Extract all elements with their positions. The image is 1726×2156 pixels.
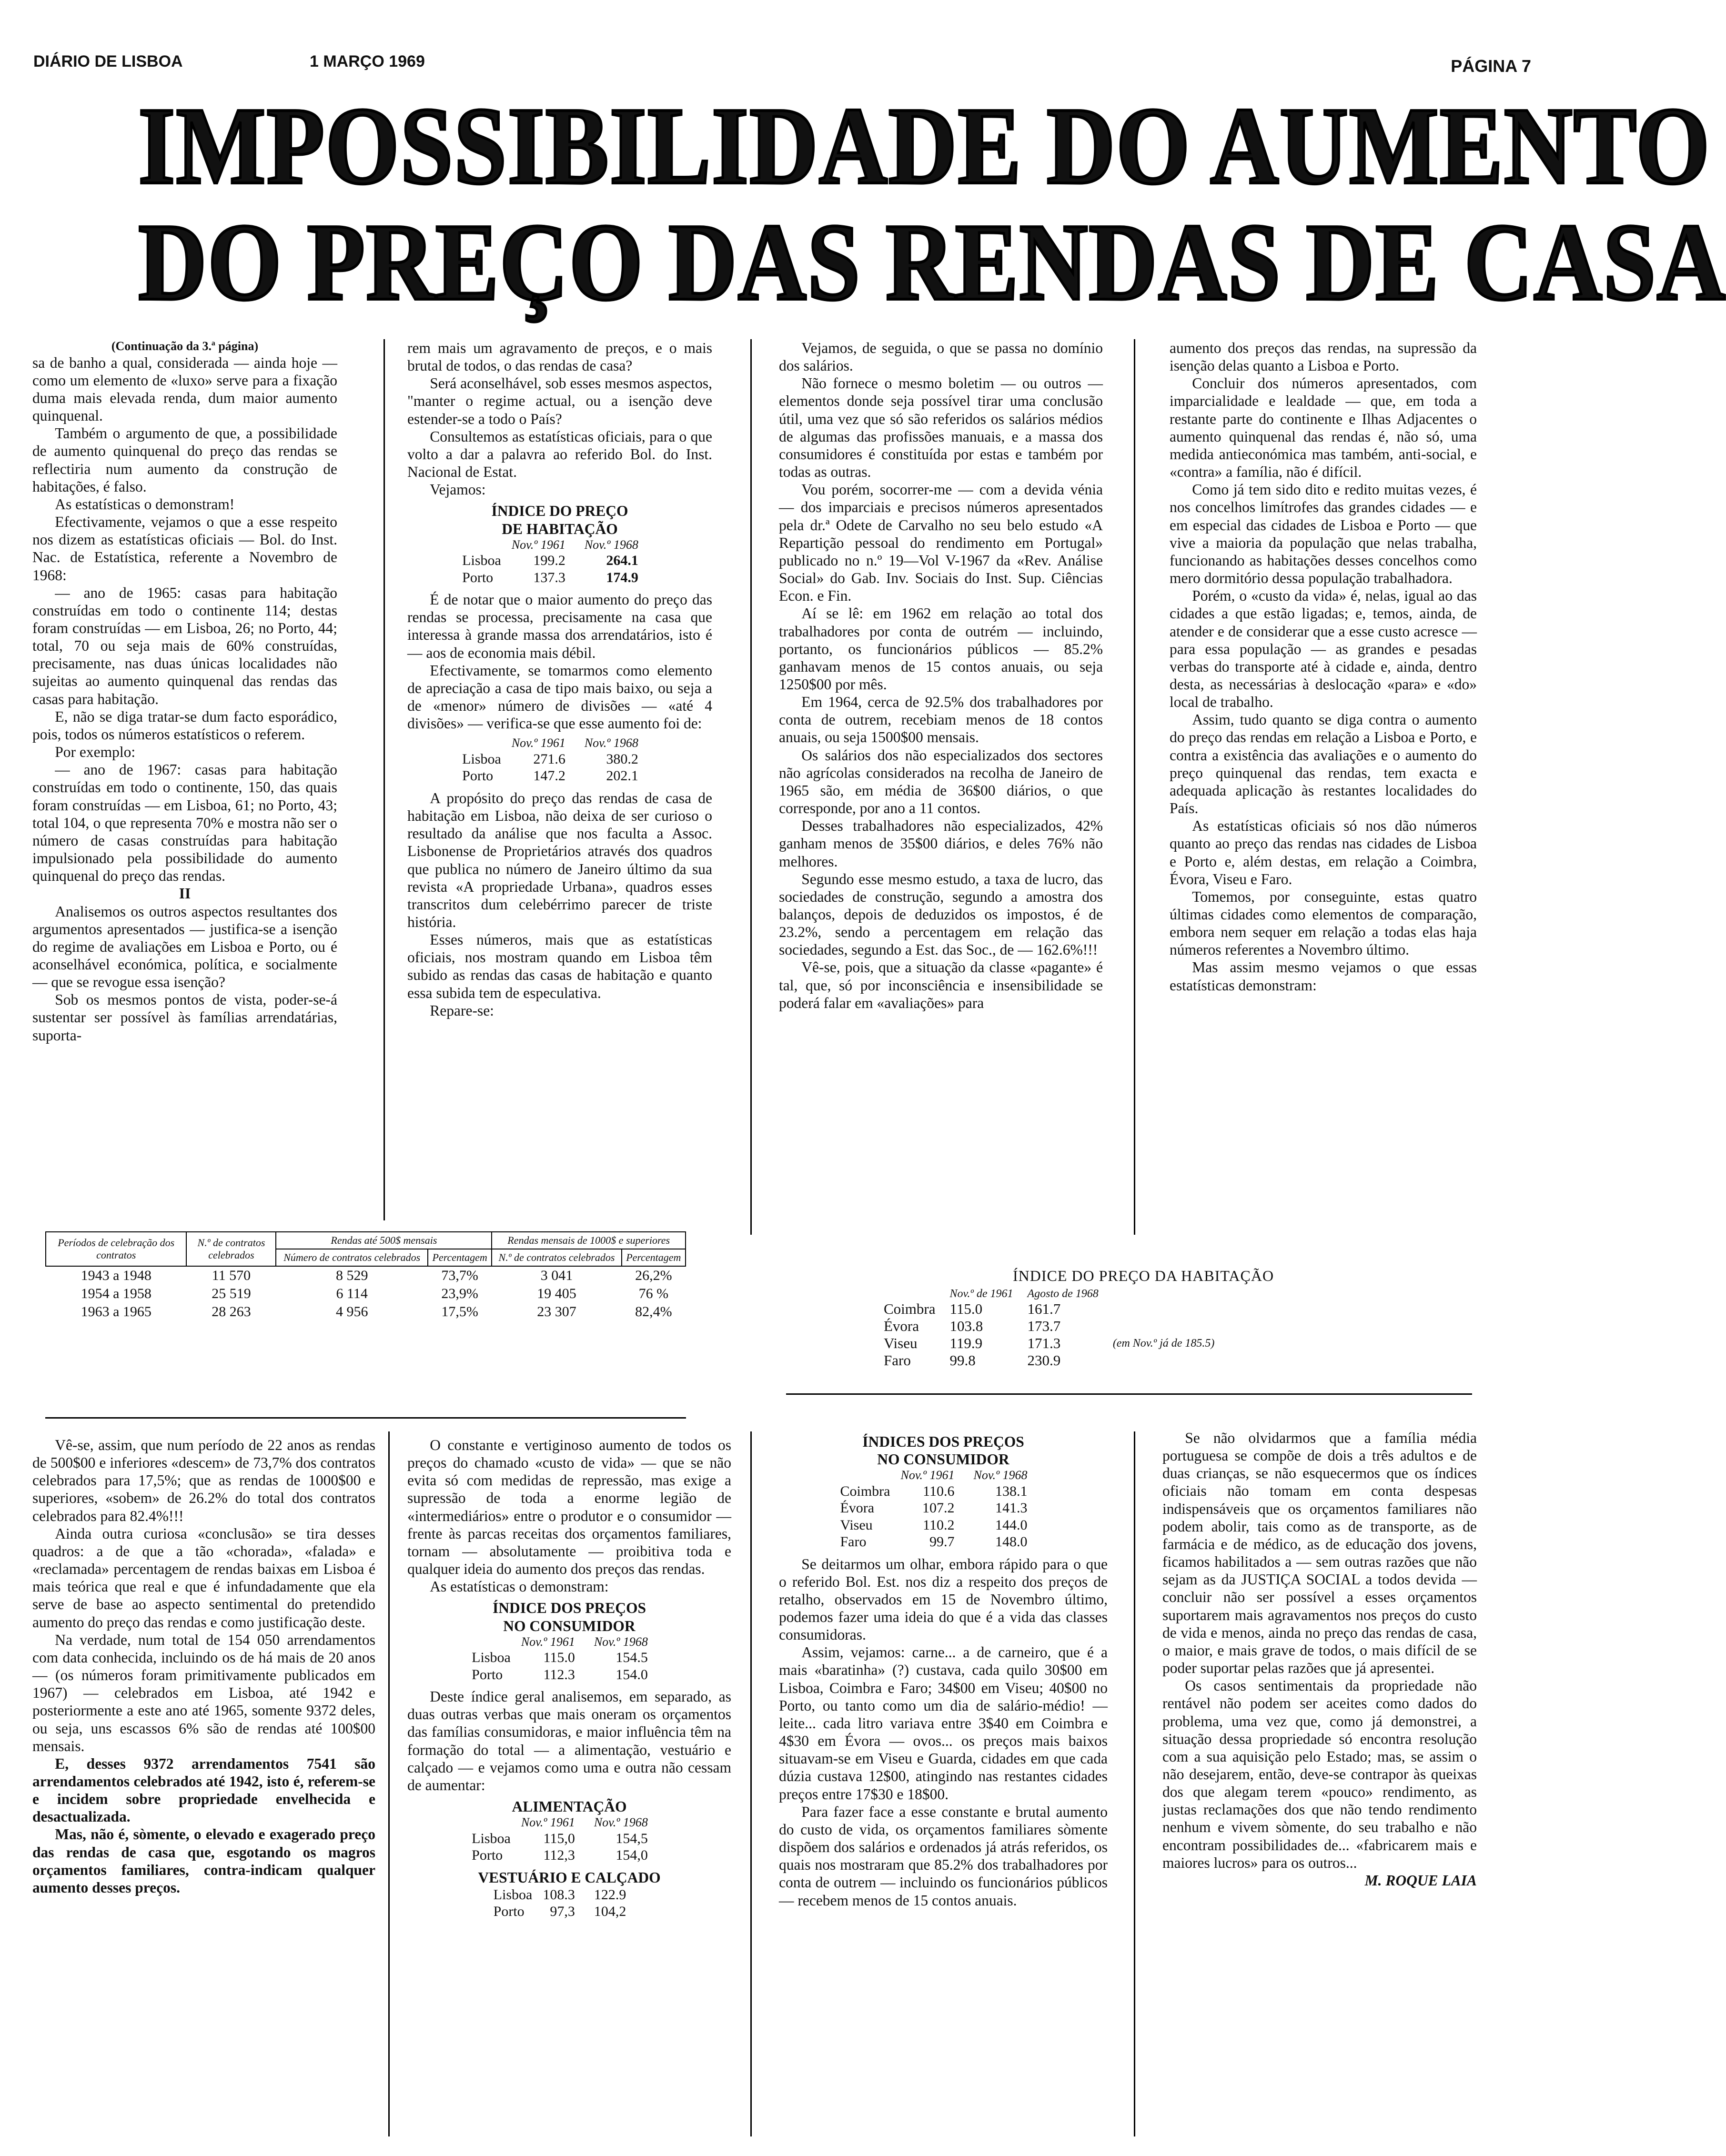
rent-contracts-table xyxy=(45,1231,686,1400)
cell: 82,4% xyxy=(635,1304,672,1320)
data-table xyxy=(462,538,657,586)
paragraph: Sob os mesmos pontos de vista, poder-se-á sustentar ser possível às famílias arrendatárias, suporta- xyxy=(32,991,337,1044)
column-header: Número de contratos celebrados xyxy=(276,1249,428,1266)
paragraph: Concluir dos números apresentados, com imparcialidade e lealdade — que, em toda a restante parte do continente e Ilhas Adjacentes o aumento quinquenal das rendas é, não só, uma medida antieconómica mas também, anti-social, e «contra» a família, não é difícil. xyxy=(1170,375,1477,481)
cell: 115.0 xyxy=(543,1650,575,1666)
paragraph: Vejamos: xyxy=(430,481,486,498)
column-header: Nov.º 1968 xyxy=(584,537,638,552)
table-title: ÍNDICES DOS PREÇOS xyxy=(862,1433,1024,1450)
row-label: Évora xyxy=(840,1500,875,1516)
cell: 23 307 xyxy=(537,1304,576,1320)
table-row xyxy=(472,1649,667,1666)
cell: 137.3 xyxy=(533,569,565,585)
table-title: ÍNDICE DO PREÇO DA HABITAÇÃO xyxy=(1012,1267,1274,1284)
lower-column-2 xyxy=(407,1436,731,2136)
paragraph: Aí se lê: em 1962 em relação ao total dos trabalhadores por conta de outrém — incluindo, portanto, os funcionários públicos — 85.2% ganhavam menos de 15 contos anuais, ou seja 1250$00 por mês. xyxy=(779,605,1103,693)
paragraph: Repare-se: xyxy=(430,1002,494,1019)
cell: 6 114 xyxy=(336,1286,368,1301)
table-note: (em Nov.º já de 185.5) xyxy=(1112,1337,1215,1350)
row-label: Faro xyxy=(884,1352,911,1369)
paragraph: aumento dos preços das rendas, na supressão da isenção delas quanto a Lisboa e Porto. xyxy=(1170,340,1477,374)
row-label: Lisboa xyxy=(493,1886,533,1903)
lower-column-3 xyxy=(779,1429,1108,2136)
paragraph: Efectivamente, se tomarmos como elemento de apreciação a casa de tipo mais baixo, ou seja a de «menor» número de divisões — «até 4 divisões» — verifica-se que esse aumento foi de: xyxy=(407,662,712,732)
column-divider xyxy=(1134,339,1135,1235)
cell: 25 519 xyxy=(212,1286,251,1301)
continuation-note: (Continuação da 3.ª página) xyxy=(111,339,259,353)
cell: 23,9% xyxy=(441,1286,478,1301)
table-title: VESTUÁRIO E CALÇADO xyxy=(478,1869,661,1886)
table-title: NO CONSUMIDOR xyxy=(503,1617,636,1634)
column-divider xyxy=(388,1431,390,2136)
cell: 3 041 xyxy=(540,1268,573,1283)
paragraph: Segundo esse mesmo estudo, a taxa de lucro, das sociedades de construção, segundo a amostra dos balanços, depois de deduzidos os impostos, é de 23.2%, sendo a percentagem em relação das sociedades, segundo a Est. das Soc., de — 162.6%!!! xyxy=(779,870,1103,958)
article-column-3 xyxy=(779,339,1103,1235)
table-row xyxy=(884,1300,1229,1318)
paragraph: A propósito do preço das rendas de casa de habitação em Lisboa, não deixa de ser curioso o resultado da análise que nos faculta a Assoc. Lisbonense de Proprietários através dos quadros que publica no número de Janeiro último da sua revista «A propriedade Urbana», quadros esses transcritos dum celebérrimo parecer de triste história. xyxy=(407,789,712,930)
row-label: Coimbra xyxy=(840,1483,890,1499)
table-title: NO CONSUMIDOR xyxy=(877,1451,1009,1468)
table-row xyxy=(494,1886,646,1903)
row-label: Porto xyxy=(493,1904,525,1920)
column-header: Nov.º 1961 xyxy=(511,736,565,750)
paragraph: As estatísticas o demonstram! xyxy=(55,495,235,513)
paragraph: Como já tem sido dito e redito muitas vezes, é nos concelhos limítrofes das grandes cidades — e em especial das cidades de Lisboa e Porto — que vive a maioria da população que nelas trabalha, funcionando as habitações desses concelhos como mero dormitório dessa população trabalhadora. xyxy=(1170,481,1477,587)
table-row xyxy=(884,1318,1229,1335)
lower-column-1 xyxy=(32,1436,375,2136)
table-row xyxy=(462,569,657,586)
cell: 4 956 xyxy=(335,1304,368,1320)
cell: 99.7 xyxy=(929,1534,955,1550)
cell: 110.2 xyxy=(923,1517,955,1533)
paragraph: Vê-se, assim, que num período de 22 anos as rendas de 500$00 e inferiores «descem» de 73,7% dos contratos celebrados para 17,5%; que as rendas de 1000$00 e superiores, «sobem» de 26.2% do total dos contratos celebrados para 82.4%!!! xyxy=(32,1437,375,1524)
page-header xyxy=(33,52,1531,81)
column-header: N.º de contratos celebrados xyxy=(186,1232,276,1266)
paragraph: Desses trabalhadores não especializados, 42% ganham menos de 35$00 diários, e deles 76% não melhores. xyxy=(779,817,1103,870)
table-row xyxy=(46,1266,686,1285)
table-row xyxy=(472,1666,667,1683)
section-divider xyxy=(45,1417,686,1419)
table-row xyxy=(840,1517,1046,1533)
cell: 264.1 xyxy=(606,553,638,569)
paragraph: Os casos sentimentais da propriedade não rentável não podem ser aceites como dados do problema, uma vez que, como já demonstrei, a situação dessa propriedade só encontra resolução com a sua aquisição pelo Estado; mas, se assim o não desejarem, então, deve-se contrapor às queixas dos que alegam terem «pouco» rendimento, as justas reclamações dos que não tendo rendimento nenhum e vivem sòmente, do seu trabalho e não encontram possibilidades de... «fabricarem mais e maiores lucros» para os outros... xyxy=(1162,1677,1477,1871)
column-header: Agosto de 1968 xyxy=(1027,1288,1099,1300)
cell: 73,7% xyxy=(441,1268,478,1283)
column-header: Percentagem xyxy=(622,1249,686,1266)
column-divider xyxy=(1134,1431,1135,2136)
cell: 202.1 xyxy=(606,768,638,784)
row-label: Viseu xyxy=(840,1517,873,1533)
column-divider xyxy=(750,339,752,1235)
headline-line-1: IMPOSSIBILIDADE DO AUMENTO xyxy=(138,85,1711,207)
data-table xyxy=(45,1231,686,1321)
column-header: N.º de contratos celebrados xyxy=(492,1249,621,1266)
regional-consumer-index-table xyxy=(779,1433,1108,1551)
cell: 154,0 xyxy=(616,1847,648,1864)
cell: 1943 a 1948 xyxy=(81,1268,151,1283)
table-row xyxy=(462,552,657,569)
table-row xyxy=(840,1500,1046,1516)
paragraph: Em 1964, cerca de 92.5% dos trabalhadores por conta de outrem, recebiam menos de 18 contos anuais, ou seja 1500$00 mensais. xyxy=(779,694,1103,746)
cell: 173.7 xyxy=(1027,1318,1061,1334)
author-signature: M. ROQUE LAIA xyxy=(1364,1872,1477,1889)
paragraph: Se não olvidarmos que a família média portuguesa se compõe de dois a três adultos e de duas crianças, se não esquecermos que os índices oficiais não tomam em conta despesas indispensáveis que os orçamentos familiares não podem abolir, tais como as de transporte, as de farmácia e de médico, as de educação dos jovens, ficamos habilitados a — sem outras razões que não sejam as da JUSTIÇA SOCIAL a todos devida — concluir não ser possível a esses orçamentos suportarem mais agravamentos nos preços do custo de vida e menos, ainda no preço das rendas de casa, o maior, e mais grave de todos, o mais difícil de se poder suportar pelas razões que já apresentei. xyxy=(1162,1430,1477,1677)
paragraph: Analisemos os outros aspectos resultantes dos argumentos apresentados — justifica-se a isenção do regime de avaliações em Lisboa e Porto, ou é aconselhável económica, política, e socialmente — que se revogue essa isenção? xyxy=(32,903,337,991)
cell: 141.3 xyxy=(995,1500,1028,1516)
paragraph: Vê-se, pois, que a situação da classe «pagante» é tal, que, só por inconsciência e insensibilidade se poderá falar em «avaliações» para xyxy=(779,959,1103,1011)
paragraph: Ainda outra curiosa «conclusão» se tira desses quadros: a de que a tão «chorada», «falada» e «reclamada» percentagem de rendas baixas em Lisboa é mais teórica que real e que é infundadamente que ela serve de base ao aspecto sentimental do pretendido aumento do preço das rendas e como justificação deste. xyxy=(32,1525,375,1631)
cell: 122.9 xyxy=(594,1886,626,1903)
paragraph: Vou porém, socorrer-me — com a devida vénia — dos imparciais e precisos números apresentados pela dr.ª Odete de Carvalho no seu belo estudo «A Repartição pessoal do rendimento em Portugal» publicado no n.º 19—Vol V-1967 da «Rev. Análise Social» do Gab. Inv. Sociais do Inst. Sup. Ciências Econ. e Fin. xyxy=(779,481,1103,604)
paragraph: E, desses 9372 arrendamentos 7541 são arrendamentos celebrados até 1942, isto é, referem-se e incidem sobre propriedade envelhecida e desactualizada. xyxy=(32,1755,375,1825)
column-divider xyxy=(384,339,385,1220)
paragraph: Esses números, mais que as estatísticas oficiais, nos mostram quando em Lisboa têm subido as rendas das casas de habitação e quanto essa subida tem de especulativa. xyxy=(407,931,712,1001)
row-label: Lisboa xyxy=(472,1830,511,1846)
row-label: Lisboa xyxy=(462,553,501,569)
table-title: ÍNDICE DOS PREÇOS xyxy=(492,1600,646,1617)
paragraph: Por exemplo: xyxy=(55,744,136,761)
table-row xyxy=(472,1847,667,1864)
table-title: ALIMENTAÇÃO xyxy=(512,1798,627,1815)
row-label: Lisboa xyxy=(462,751,501,767)
cell: 144.0 xyxy=(995,1517,1028,1533)
table-row xyxy=(840,1483,1046,1500)
column-header: Nov.º 1961 xyxy=(900,1468,955,1482)
row-label: Porto xyxy=(472,1847,503,1864)
row-label: Lisboa xyxy=(472,1650,511,1666)
cell: 108.3 xyxy=(543,1886,575,1903)
paragraph: Assim, vejamos: carne... a de carneiro, que é a mais «baratinha» (?) custava, cada quilo 30$00 em Lisboa, Coimbra e Faro; 34$00 em Viseu; 40$00 no Porto, ou tanto como um dia de salário-médio! — leite... cada litro variava entre 3$40 em Coimbra e 4$30 em Évora — ovos... os preços mais baixos situavam-se em Viseu e Guarda, cidades em que cada dúzia custava 12$00, atingindo nas restantes cidades preços entre 17$30 e 18$00. xyxy=(779,1644,1108,1803)
cell: 26,2% xyxy=(635,1268,672,1283)
paragraph: Consultemos as estatísticas oficiais, para o que volto a dar a palavra ao referido Bol. do Inst. Nacional de Estat. xyxy=(407,428,712,481)
cell: 19 405 xyxy=(537,1286,576,1301)
column-header: Nov.º 1968 xyxy=(973,1468,1028,1482)
row-label: Faro xyxy=(840,1534,867,1550)
cell: 103.8 xyxy=(949,1318,983,1334)
article-column-2 xyxy=(407,339,712,1225)
paragraph: Mas, não é, sòmente, o elevado e exagerado preço das rendas de casa que, esgotando os magros orçamentos familiares, contra-indicam qualquer aumento desses preços. xyxy=(32,1826,375,1896)
cell: 138.1 xyxy=(995,1483,1028,1499)
paragraph: Se deitarmos um olhar, embora rápido para o que o referido Bol. Est. nos diz a respeito dos preços de retalho, observados em 15 de Novembro último, podemos fazer uma ideia do que é a vida das classes consumidoras. xyxy=(779,1555,1108,1643)
table-row xyxy=(472,1830,667,1847)
paragraph: As estatísticas oficiais só nos dão números quanto ao preço das rendas nas cidades de Lisboa e Porto e, além destas, em relação a Coimbra, Évora, Viseu e Faro. xyxy=(1170,817,1477,887)
paragraph: Na verdade, num total de 154 050 arrendamentos com data conhecida, incluindo os de há mais de 20 anos — (os números foram primitivamente publicados em 1967) — celebrados em Lisboa, até 1942 e posteriormente a este ano até 1965, somente 9372 deles, ou seja, uns escassos 6% são de rendas até 100$00 mensais. xyxy=(32,1631,375,1754)
cell: 17,5% xyxy=(441,1304,478,1320)
data-table xyxy=(494,1886,646,1920)
cell: 199.2 xyxy=(533,553,565,569)
column-header: Nov.º 1968 xyxy=(584,736,638,750)
table-row xyxy=(840,1533,1046,1550)
column-header: Nov.º 1968 xyxy=(594,1815,648,1830)
cell: 76 % xyxy=(638,1286,669,1301)
section-divider xyxy=(786,1393,1472,1395)
column-header: Nov.º de 1961 xyxy=(949,1288,1013,1300)
row-label: Porto xyxy=(462,768,494,784)
cell: 1954 a 1958 xyxy=(81,1286,151,1301)
paragraph: Também o argumento de que, a possibilidade de aumento quinquenal do preço das rendas se reflectiria num aumento da construção de habitações, é falso. xyxy=(32,425,337,495)
row-label: Viseu xyxy=(884,1335,918,1351)
article-column-1 xyxy=(32,339,337,1225)
paragraph: Para fazer face a esse constante e brutal aumento do custo de vida, os orçamentos familiares sòmente dispõem dos salários e ordenados já atrás referidos, os quais nos mostraram que 85.2% dos trabalhadores por conta de outrem — incluindo os funcionários públicos — recebem menos de 15 contos anuais. xyxy=(779,1803,1108,1909)
column-divider xyxy=(750,1431,752,2136)
food-index-table xyxy=(407,1798,731,1864)
cell: 107.2 xyxy=(922,1500,955,1516)
cell: 174.9 xyxy=(606,569,638,585)
paragraph: O constante e vertiginoso aumento de todos os preços do chamado «custo de vida» — que se não evita só com medidas de repressão, mas exige a supressão de toda a enorme legião de «intermediários» entre o produtor e o consumidor — frente às parcas receitas dos orçamentos familiares, tornam — absolutamente — proibitiva toda e qualquer ideia do aumento dos preços das rendas. xyxy=(407,1437,731,1578)
table-row xyxy=(494,1903,646,1920)
paragraph: — ano de 1965: casas para habitação construídas em todo o continente 114; destas foram construídas — em Lisboa, 26; no Porto, 44; total, 70 ou seja mais de 60% construídas, precisamente, nas duas únicas localidades não sujeitas ao aumento quinquenal das rendas das casas para habitação. xyxy=(32,584,337,707)
table-title: DE HABITAÇÃO xyxy=(502,520,618,537)
column-header: Nov.º 1968 xyxy=(594,1634,648,1649)
housing-price-index-table xyxy=(407,502,712,586)
paragraph: Efectivamente, vejamos o que a esse respeito nos dizem as estatísticas oficiais — Bol. do Inst. Nac. de Estatística, referente a Novembro de 1968: xyxy=(32,514,337,584)
paragraph: Assim, tudo quanto se diga contra o aumento do preço das rendas em relação a Lisboa e Porto, e contra a existência das avaliações e o aumento do preço quinquenal das rendas, tem exacta e adequada aplicação às restantes localidades do País. xyxy=(1170,711,1477,817)
table-row xyxy=(884,1335,1229,1352)
paragraph: Será aconselhável, sob esses mesmos aspectos, "manter o regime actual, ou a isenção deve estender-se a todo o País? xyxy=(407,375,712,427)
data-table xyxy=(840,1468,1046,1550)
cell: 112,3 xyxy=(543,1847,575,1864)
paragraph: É de notar que o maior aumento do preço das rendas se processa, precisamente na casa que interessa à grande massa dos arrendatários, isto é — aos de economia mais débil. xyxy=(407,591,712,661)
newspaper-name: DIÁRIO DE LISBOA xyxy=(33,52,183,71)
paragraph: E, não se diga tratar-se dum facto esporádico, pois, todos os números estatísticos o referem. xyxy=(32,708,337,743)
column-header: Rendas até 500$ mensais xyxy=(276,1232,492,1249)
cell: 115.0 xyxy=(949,1300,983,1317)
data-table xyxy=(472,1815,667,1864)
cell: 104,2 xyxy=(594,1904,626,1920)
cell: 1963 a 1965 xyxy=(81,1304,151,1320)
cell: 154.0 xyxy=(616,1666,648,1682)
paragraph: — ano de 1967: casas para habitação construídas em todo o continente, 150, das quais foram construídas — em Lisboa, 61; no Porto, 43; total 104, o que representa 70% e mostra não ser o número de casas construídas para habitação impulsionado pela possibilidade do aumento quinquenal do preço das rendas. xyxy=(32,761,337,885)
column-header: Nov.º 1961 xyxy=(521,1634,575,1649)
table-row xyxy=(884,1352,1229,1369)
cell: 11 570 xyxy=(212,1268,251,1283)
cell: 110.6 xyxy=(923,1483,955,1499)
cell: 115,0 xyxy=(543,1830,575,1846)
issue-date: 1 MARÇO 1969 xyxy=(310,52,425,71)
table-row xyxy=(462,751,657,767)
cell: 147.2 xyxy=(533,768,565,784)
cell: 271.6 xyxy=(533,751,565,767)
row-label: Porto xyxy=(462,569,494,585)
column-header: Períodos de celebração dos contratos xyxy=(46,1232,186,1266)
regional-housing-index-table xyxy=(819,1267,1467,1369)
article-column-4 xyxy=(1170,339,1477,1235)
paragraph: Tomemos, por conseguinte, estas quatro últimas cidades como elementos de comparação, embora nem sequer em relação a todas elas haja números referentes a Novembro último. xyxy=(1170,888,1477,958)
paragraph: Mas assim mesmo vejamos o que essas estatísticas demonstram: xyxy=(1170,959,1477,994)
paragraph: As estatísticas o demonstram: xyxy=(430,1578,609,1595)
table-row xyxy=(46,1303,686,1321)
page-number: PÁGINA 7 xyxy=(1451,56,1531,76)
paragraph: Deste índice geral analisemos, em separado, as duas outras verbas que mais oneram os orçamentos das famílias consumidoras, e maior influência têm na formação do total — a alimentação, vestuário e calçado — e vejamos como uma e outra não cessam de aumentar: xyxy=(407,1688,731,1793)
cell: 161.7 xyxy=(1027,1300,1061,1317)
cell: 154.5 xyxy=(616,1650,648,1666)
column-header: Nov.º 1961 xyxy=(511,537,565,552)
headline xyxy=(33,85,1726,323)
cell: 171.3 xyxy=(1027,1335,1061,1351)
column-header: Percentagem xyxy=(428,1249,492,1266)
headline-line-2: DO PREÇO DAS RENDAS DE CASA xyxy=(138,201,1726,323)
section-number: II xyxy=(179,885,191,902)
column-header: Rendas mensais de 1000$ e superiores xyxy=(492,1232,686,1249)
paragraph: Porém, o «custo da vida» é, nelas, igual ao das cidades a que estão ligadas; e, temos, ainda, de atender e de considerar que a esse custo acresce — para essa população — as grandes e pesadas verbas do transporte até à cidade e, ainda, dentro desta, as necessárias à deslocação «para» e «do» local de trabalho. xyxy=(1170,587,1477,711)
data-table xyxy=(472,1635,667,1683)
cell: 380.2 xyxy=(606,751,638,767)
lower-column-4 xyxy=(1162,1429,1477,2136)
row-label: Évora xyxy=(884,1318,919,1334)
table-title: ÍNDICE DO PREÇO xyxy=(491,503,628,520)
clothing-index-table xyxy=(407,1869,731,1920)
cell: 99.8 xyxy=(949,1352,976,1369)
row-label: Porto xyxy=(472,1666,503,1682)
table-row xyxy=(462,767,657,784)
cell: 119.9 xyxy=(949,1335,983,1351)
cell: 230.9 xyxy=(1027,1352,1061,1369)
data-table xyxy=(462,736,657,784)
consumer-price-index-table xyxy=(407,1599,731,1683)
cell: 28 263 xyxy=(212,1304,251,1320)
cell: 148.0 xyxy=(995,1534,1028,1550)
table-row xyxy=(46,1285,686,1303)
cell: 8 529 xyxy=(335,1268,368,1283)
cell: 154,5 xyxy=(616,1830,648,1846)
paragraph: Vejamos, de seguida, o que se passa no domínio dos salários. xyxy=(779,340,1103,374)
data-table xyxy=(884,1288,1229,1369)
cell: 97,3 xyxy=(550,1904,575,1920)
paragraph: Os salários dos não especializados dos sectores não agrícolas considerados na recolha de Janeiro de 1965 são, em média de 36$00 diários, o que corresponde, por ano a 11 contos. xyxy=(779,746,1103,817)
column-header: Nov.º 1961 xyxy=(521,1815,575,1830)
paragraph: Não fornece o mesmo boletim — ou outros — elementos donde seja possível tirar uma conclusão útil, uma vez que só são referidos os salários médios de algumas das profissões manuais, e a massa dos consumidores é constituída por estas e também por todas as outras. xyxy=(779,375,1103,481)
small-house-index-table xyxy=(407,736,712,784)
row-label: Coimbra xyxy=(884,1300,936,1317)
paragraph: sa de banho a qual, considerada — ainda hoje — como um elemento de «luxo» serve para a fixação duma mais elevada renda, dum maior aumento quinquenal. xyxy=(32,354,337,424)
cell: 112.3 xyxy=(543,1666,575,1682)
paragraph: rem mais um agravamento de preços, e o mais brutal de todos, o das rendas de casa? xyxy=(407,340,712,374)
